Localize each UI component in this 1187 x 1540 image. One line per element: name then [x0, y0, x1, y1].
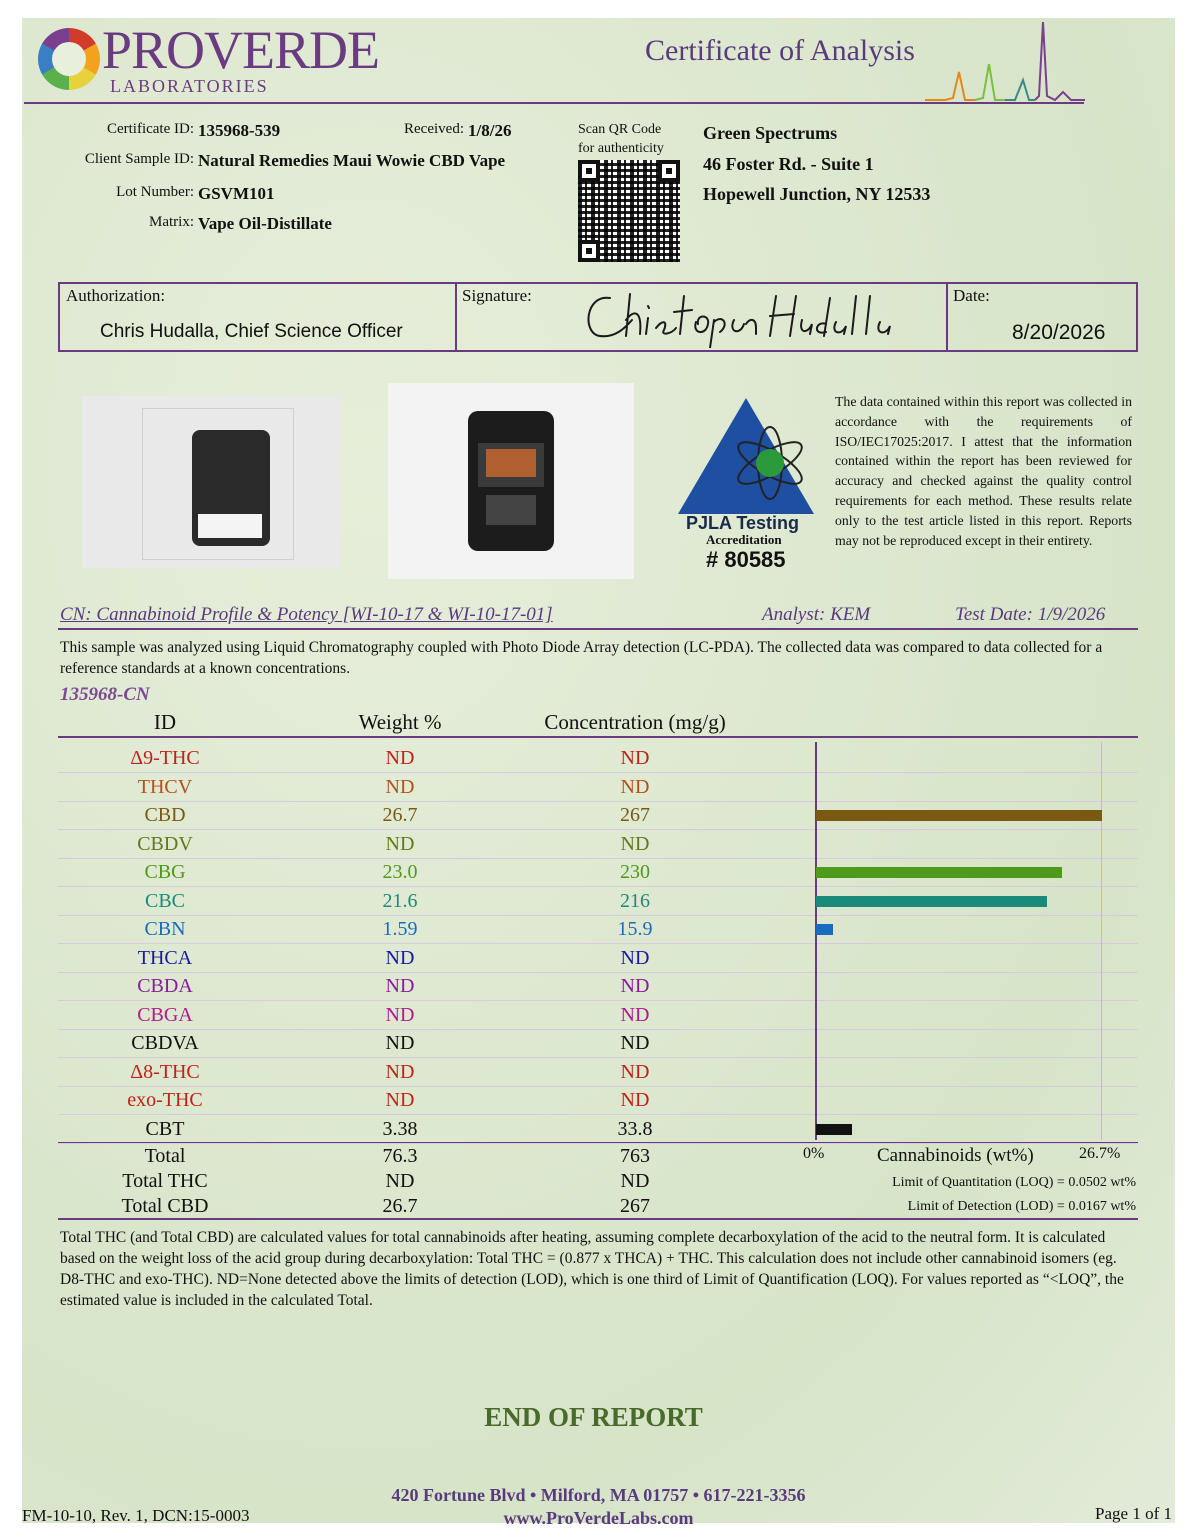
cell-concentration: ND: [620, 975, 650, 997]
cell-id: CBGA: [137, 1003, 193, 1026]
test-date: Test Date: 1/9/2026: [955, 604, 1106, 625]
client-sample-id: Natural Remedies Maui Wowie CBD Vape: [198, 151, 506, 170]
cell-id: CBD: [144, 804, 186, 826]
qr-code-icon[interactable]: [578, 160, 680, 262]
chart-axis: [815, 742, 817, 1140]
chart-axis-min: 0%: [803, 1145, 825, 1162]
end-of-report: END OF REPORT: [484, 1402, 703, 1432]
matrix-label: Matrix:: [149, 214, 194, 230]
pjla-accreditation-label: Accreditation: [706, 532, 782, 547]
analyst: Analyst: KEM: [762, 604, 871, 625]
certificate-id: 135968-539: [198, 121, 281, 140]
authorization-date: 8/20/2026: [1012, 321, 1106, 344]
qr-caption-1: Scan QR Code: [578, 122, 662, 137]
cell-weight: ND: [385, 1003, 415, 1026]
total-label: Total: [144, 1145, 186, 1167]
lod-value: Limit of Detection (LOD) = 0.0167 wt%: [907, 1199, 1136, 1214]
total-label: Total THC: [122, 1170, 208, 1192]
cell-id: CBN: [144, 918, 186, 940]
total-concentration: 763: [620, 1145, 650, 1167]
received-date: 1/8/26: [468, 121, 512, 140]
table-row: [58, 1029, 1138, 1058]
cell-concentration: 15.9: [617, 918, 653, 940]
atom-icon: [730, 418, 810, 508]
table-row: [58, 1001, 1138, 1030]
cell-concentration: ND: [620, 946, 650, 969]
table-row: [58, 1086, 1138, 1115]
total-concentration: ND: [620, 1170, 650, 1192]
total-weight: 26.7: [382, 1195, 418, 1217]
chart-axis-max: 26.7%: [1079, 1145, 1121, 1162]
total-label: Total CBD: [121, 1195, 209, 1217]
cell-weight: ND: [385, 775, 415, 798]
total-weight: 76.3: [382, 1145, 418, 1167]
lab-address: 420 Fortune Blvd • Milford, MA 01757 • 617-221-3356: [391, 1485, 806, 1505]
cell-id: Δ8-THC: [130, 1060, 200, 1083]
table-row: [58, 915, 1138, 944]
chart-bar-cbg: [816, 867, 1062, 878]
signature-image: [580, 284, 910, 348]
method-description: This sample was analyzed using Liquid Chromatography coupled with Photo Diode Array detection (LC-PDA). The collected data was compared to data collected for a reference standards at a known concentrations.: [60, 639, 1103, 677]
vape-device-photo: [388, 383, 634, 579]
section-title: CN: Cannabinoid Profile & Potency [WI-10-17 & WI-10-17-01]: [60, 604, 553, 625]
section-divider: [58, 628, 1138, 630]
col-header-weight: Weight %: [358, 710, 442, 734]
client-address-line1: 46 Foster Rd. - Suite 1: [703, 154, 874, 174]
chart-max-line: [1101, 742, 1102, 1140]
cell-id: Δ9-THC: [130, 747, 200, 769]
table-row: [58, 944, 1138, 973]
client-sample-id-label: Client Sample ID:: [84, 151, 194, 167]
form-id: FM-10-10, Rev. 1, DCN:15-0003: [22, 1506, 250, 1525]
cell-concentration: ND: [620, 832, 650, 855]
chart-bar-cbt: [816, 1124, 852, 1135]
logo-text: PROVERDE: [102, 20, 380, 80]
table-row: [58, 773, 1138, 802]
cell-concentration: ND: [620, 1003, 650, 1026]
client-address-line2: Hopewell Junction, NY 12533: [703, 184, 931, 204]
authorization-label: Authorization:: [66, 286, 166, 305]
cell-id: CBDV: [137, 832, 193, 855]
table-row: [58, 972, 1138, 1001]
logo-subtext: LABORATORIES: [110, 76, 269, 96]
lab-website[interactable]: www.ProVerdeLabs.com: [503, 1508, 694, 1528]
qr-caption-2: for authenticity: [578, 141, 664, 156]
cell-weight: ND: [385, 832, 415, 855]
cell-weight: 3.38: [382, 1117, 418, 1140]
sample-code: 135968-CN: [60, 684, 150, 705]
cell-concentration: 216: [620, 889, 650, 912]
cell-id: exo-THC: [127, 1089, 203, 1111]
signature-label: Signature:: [462, 286, 532, 305]
col-header-id: ID: [153, 710, 177, 734]
page-title: Certificate of Analysis: [645, 34, 915, 67]
accreditation-statement: The data contained within this report was collected in accordance with the requirements of ISO/IEC17025:2017. I attest that the information contained within the report has been reviewed for accuracy and checked against the quality control requirements for each method. These results relate only to the test article listed in this report. Reports may not be reproduced except in their entirety.: [835, 394, 1132, 548]
cell-weight: ND: [385, 1032, 415, 1054]
cell-id: THCA: [137, 946, 193, 969]
table-row: [58, 744, 1138, 773]
cell-id: CBG: [144, 861, 186, 883]
cell-concentration: ND: [620, 1089, 650, 1111]
cell-concentration: 267: [620, 804, 650, 826]
date-label: Date:: [953, 286, 990, 305]
cell-weight: 1.59: [382, 918, 418, 940]
calculation-notes: Total THC (and Total CBD) are calculated values for total cannabinoids after heating, assuming complete decarboxylation of the acid to the neutral form. It is calculated based on the weight loss of the acid group during decarboxylation: Total THC = (0.877 x THCA) + THC. This calculation does not include other cannabinoid isomers (eg. D8-THC and exo-THC). ND=None detected above the limits of detection (LOD), which is one third of Limit of Quantification (LOQ). For values reported as “<LOQ”, the estimated value is included in the calculated Total.: [60, 1229, 1124, 1309]
sample-bag-photo: [82, 396, 340, 568]
notes-rule: [58, 1218, 1138, 1220]
cell-weight: ND: [385, 946, 415, 969]
certificate-id-label: Certificate ID:: [106, 121, 194, 137]
col-header-concentration: Concentration (mg/g): [544, 710, 726, 734]
cell-weight: 26.7: [382, 804, 418, 826]
cell-weight: ND: [385, 747, 415, 769]
chart-bar-cbn: [816, 924, 833, 935]
proverde-logo-icon: [38, 28, 100, 90]
totals-rule: [58, 1142, 1138, 1143]
lot-number: GSVM101: [198, 184, 275, 203]
total-weight: ND: [385, 1170, 415, 1192]
cell-weight: ND: [385, 975, 415, 997]
cell-concentration: 33.8: [617, 1117, 653, 1140]
client-name: Green Spectrums: [703, 123, 838, 143]
table-row: [58, 1115, 1138, 1144]
cell-weight: 21.6: [382, 889, 418, 912]
table-header-rule: [58, 736, 1138, 738]
cell-concentration: ND: [620, 747, 650, 769]
pjla-number: # 80585: [706, 547, 786, 572]
matrix: Vape Oil-Distillate: [198, 214, 332, 233]
cell-concentration: 230: [620, 861, 650, 883]
received-label: Received:: [404, 121, 464, 137]
lot-number-label: Lot Number:: [116, 184, 194, 200]
cell-id: THCV: [137, 775, 193, 798]
pjla-name: PJLA Testing: [686, 513, 800, 533]
chromatogram-icon: [925, 20, 1085, 106]
cell-id: CBDVA: [131, 1032, 199, 1054]
authorization-name: Chris Hudalla, Chief Science Officer: [100, 321, 403, 342]
cell-concentration: ND: [620, 1032, 650, 1054]
loq-value: Limit of Quantitation (LOQ) = 0.0502 wt%: [892, 1175, 1136, 1190]
cell-id: CBT: [145, 1117, 185, 1140]
table-row: [58, 1058, 1138, 1087]
cell-weight: ND: [385, 1089, 415, 1111]
cell-concentration: ND: [620, 775, 650, 798]
table-row: [58, 830, 1138, 859]
chart-bar-cbd: [816, 810, 1102, 821]
total-concentration: 267: [620, 1195, 650, 1217]
header-divider: [24, 102, 1084, 104]
chart-bar-cbc: [816, 896, 1047, 907]
cell-weight: ND: [385, 1060, 415, 1083]
cell-id: CBC: [144, 889, 186, 912]
cell-weight: 23.0: [382, 861, 418, 883]
page-number: Page 1 of 1: [1095, 1504, 1172, 1523]
cell-concentration: ND: [620, 1060, 650, 1083]
chart-axis-title: Cannabinoids (wt%): [877, 1145, 1034, 1166]
cell-id: CBDA: [137, 975, 193, 997]
